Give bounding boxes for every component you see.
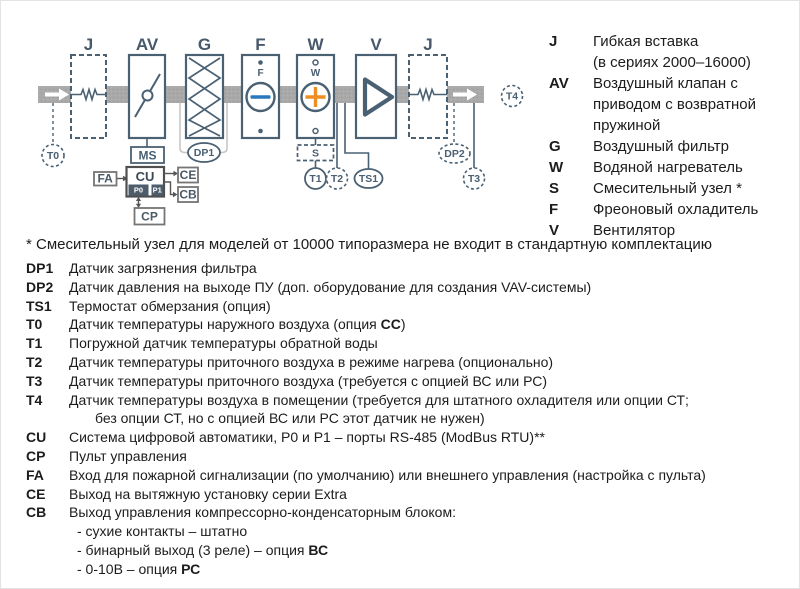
legend-item: S Смесительный узел * (549, 180, 742, 197)
svg-text:CP: CP (141, 209, 158, 224)
block-label-g: G (197, 35, 212, 54)
svg-text:T0: T0 (46, 150, 60, 162)
freon-cooler-block (242, 55, 279, 138)
sensor-t4 (502, 86, 523, 107)
block-label-j2: J (423, 35, 433, 54)
sensor-t3 (464, 168, 485, 189)
svg-text:CB: CB (179, 187, 197, 202)
svg-text:P0: P0 (133, 185, 144, 195)
abbrev-row: T1 Погружной датчик температуры обратной воды (26, 335, 378, 352)
fire-alarm-input-box (94, 172, 117, 186)
component-legend (549, 31, 794, 241)
svg-text:CE: CE (179, 168, 197, 182)
sensor-dp1 (188, 143, 220, 162)
legend-item: V Вентилятор (549, 222, 676, 239)
svg-text:T3: T3 (467, 173, 481, 185)
block-label-w: W (307, 35, 324, 54)
block-label-f: F (255, 35, 266, 54)
svg-text:T2: T2 (330, 173, 344, 185)
legend-item: W Водяной нагреватель (549, 159, 743, 176)
air-filter-block (186, 55, 223, 138)
cb-sub-line: - сухие контакты – штатно (77, 523, 248, 540)
sensor-t2 (327, 168, 348, 189)
cb-sub-line: - бинарный выход (3 реле) – опция ВС (77, 541, 329, 558)
svg-text:CU: CU (135, 169, 155, 184)
flexible-insert-block-2 (409, 55, 447, 138)
block-label-av: AV (135, 35, 159, 54)
water-heater-block (297, 55, 334, 138)
svg-text:P1: P1 (152, 185, 162, 195)
svg-text:MS: MS (138, 148, 157, 163)
sensor-ts1 (355, 169, 383, 188)
abbrev-row: DP2 Датчик давления на выходе ПУ (доп. оборудование для создания VAV-системы) (26, 278, 592, 295)
svg-text:T1: T1 (309, 173, 322, 185)
svg-text:F: F (257, 68, 264, 79)
air-valve-block (129, 55, 165, 138)
svg-text:TS1: TS1 (358, 173, 379, 185)
block-label-j1: J (83, 35, 94, 54)
legend-item: F Фреоновый охладитель (549, 201, 759, 218)
mixing-unit-footnote: * Смесительный узел для моделей от 10000 типоразмера не входит в стандартную комплектацию (26, 236, 712, 253)
svg-text:DP2: DP2 (444, 148, 465, 160)
abbrev-row: DP1 Датчик загрязнения фильтра (26, 260, 257, 276)
fan-block (356, 55, 396, 138)
svg-text:T4: T4 (505, 90, 519, 103)
sensor-dp2 (439, 144, 470, 163)
abbrev-row: T0 Датчик температуры наружного воздуха (опция СС) (26, 316, 406, 333)
abbrev-row: CB Выход управления компрессорно-конденсаторным блоком: - сухие контакты – штатно - бинарный выход (3 реле) – опция ВС - 0-10В – опция РС (26, 503, 794, 578)
abbrev-row: T4 Датчик температуры воздуха в помещении (требуется для штатного охладителя или опции СТ; без опции СТ, но с опцией ВС или РС этот датчик не нужен) (26, 391, 689, 427)
flexible-insert-block-1 (71, 55, 106, 138)
abbrev-row: CE Выход на вытяжную установку серии Extra (26, 485, 347, 502)
cooling-minus-icon (251, 95, 271, 99)
ahu-schematic-diagram (1, 1, 546, 233)
legend-item: G Воздушный фильтр (549, 138, 729, 155)
svg-text:DP1: DP1 (193, 147, 215, 159)
sensor-t0 (42, 145, 64, 167)
control-panel-box (135, 208, 165, 225)
abbrev-row: FA Вход для пожарной сигнализации (по умолчанию) или внешнего управления (настройка с пульта) (26, 466, 706, 483)
abbrev-row: CU Система цифровой автоматики, P0 и P1 – порты RS-485 (ModBus RTU)** (26, 429, 545, 446)
legend-item: AV Воздушный клапан с приводом с возвратной пружиной (549, 75, 756, 134)
abbrev-row: TS1 Термостат обмерзания (опция) (26, 297, 271, 314)
svg-text:W: W (310, 68, 321, 79)
ms-actuator-box (131, 147, 164, 163)
cb-sub-line: - 0-10В – опция РС (77, 560, 201, 577)
abbrev-row: T2 Датчик температуры приточного воздуха в режиме нагрева (опционально) (26, 353, 554, 370)
abbreviation-list (26, 259, 794, 579)
svg-text:FA: FA (97, 171, 113, 186)
mixing-unit-box (298, 145, 334, 161)
control-unit-box (127, 167, 165, 197)
condenser-output-box (178, 187, 198, 202)
sensor-t1 (305, 168, 326, 189)
abbrev-row: CP Пульт управления (26, 447, 187, 464)
extract-output-box (178, 168, 198, 183)
svg-text:S: S (311, 147, 320, 160)
abbrev-row: T3 Датчик температуры приточного воздуха (требуется с опцией ВС или РС) (26, 372, 548, 389)
legend-item: J Гибкая вставка (в сериях 2000–16000) (549, 33, 751, 71)
block-label-v: V (370, 35, 382, 54)
